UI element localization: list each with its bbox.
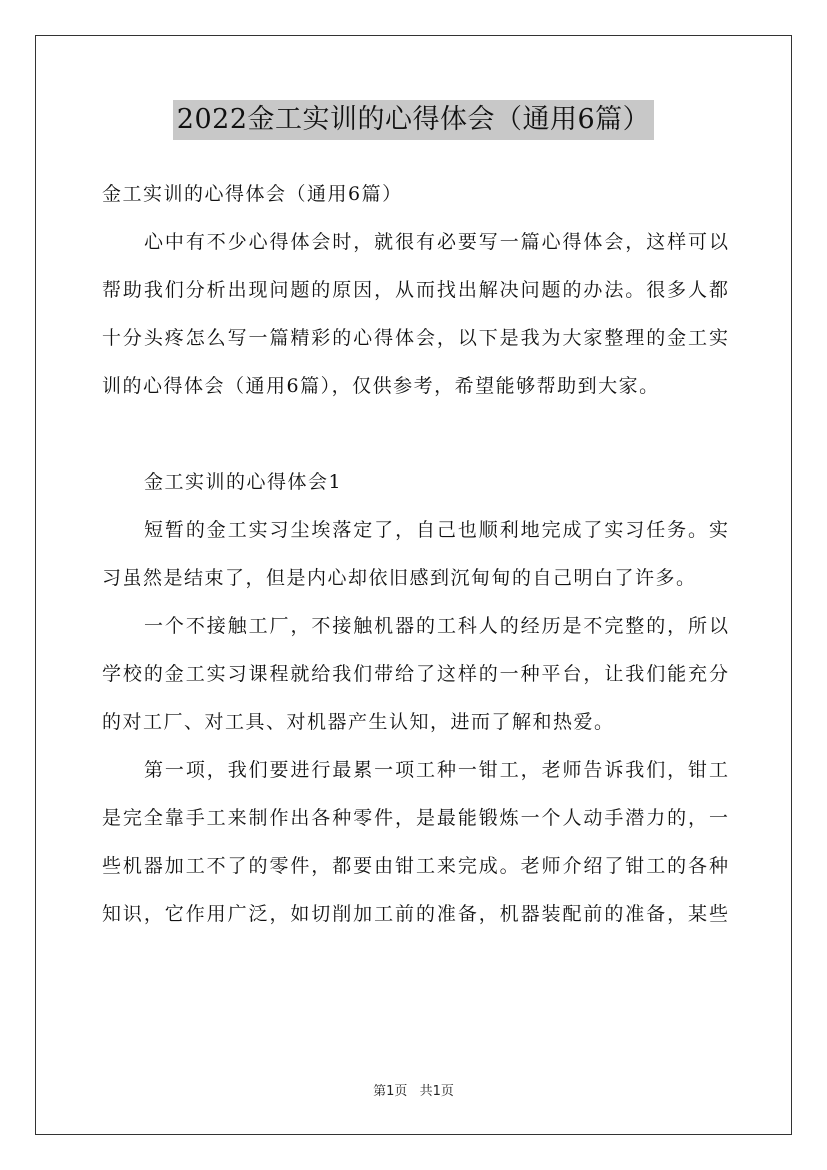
paragraph-line: 习虽然是结束了，但是内心却依旧感到沉甸甸的自己明白了许多。 xyxy=(102,567,697,589)
intro-line: 帮助我们分析出现问题的原因，从而找出解决问题的办法。很多人都 xyxy=(102,279,728,301)
document-title: 2022金工实训的心得体会（通用6篇） xyxy=(173,100,654,140)
intro-line: 心中有不少心得体会时，就很有必要写一篇心得体会，这样可以 xyxy=(144,231,728,253)
paragraph-line: 学校的金工实习课程就给我们带给了这样的一种平台，让我们能充分 xyxy=(102,663,728,685)
section-heading: 金工实训的心得体会1 xyxy=(144,471,343,493)
paragraph-line: 是完全靠手工来制作出各种零件，是最能锻炼一个人动手潜力的，一 xyxy=(102,807,728,829)
page-number: 第1页 xyxy=(373,1084,408,1099)
page-footer xyxy=(0,1082,827,1102)
page-total: 共1页 xyxy=(419,1084,454,1099)
paragraph-line: 一个不接触工厂，不接触机器的工科人的经历是不完整的，所以 xyxy=(144,615,728,637)
paragraph-line: 知识，它作用广泛，如切削加工前的准备，机器装配前的准备，某些 xyxy=(102,903,728,925)
paragraph-line: 第一项，我们要进行最累一项工种一钳工，老师告诉我们，钳工 xyxy=(144,759,728,781)
blank-line xyxy=(102,410,728,458)
paragraph-line: 些机器加工不了的零件，都要由钳工来完成。老师介绍了钳工的各种 xyxy=(102,855,728,877)
document-body xyxy=(102,170,728,938)
intro-line: 十分头疼怎么写一篇精彩的心得体会，以下是我为大家整理的金工实 xyxy=(102,327,728,349)
document-subtitle: 金工实训的心得体会（通用6篇） xyxy=(102,183,403,205)
title-area xyxy=(0,100,827,140)
intro-line: 训的心得体会（通用6篇），仅供参考，希望能够帮助到大家。 xyxy=(102,375,660,397)
paragraph-line: 短暂的金工实习尘埃落定了，自己也顺利地完成了实习任务。实 xyxy=(144,519,728,541)
paragraph-line: 的对工厂、对工具、对机器产生认知，进而了解和热爱。 xyxy=(102,711,615,733)
